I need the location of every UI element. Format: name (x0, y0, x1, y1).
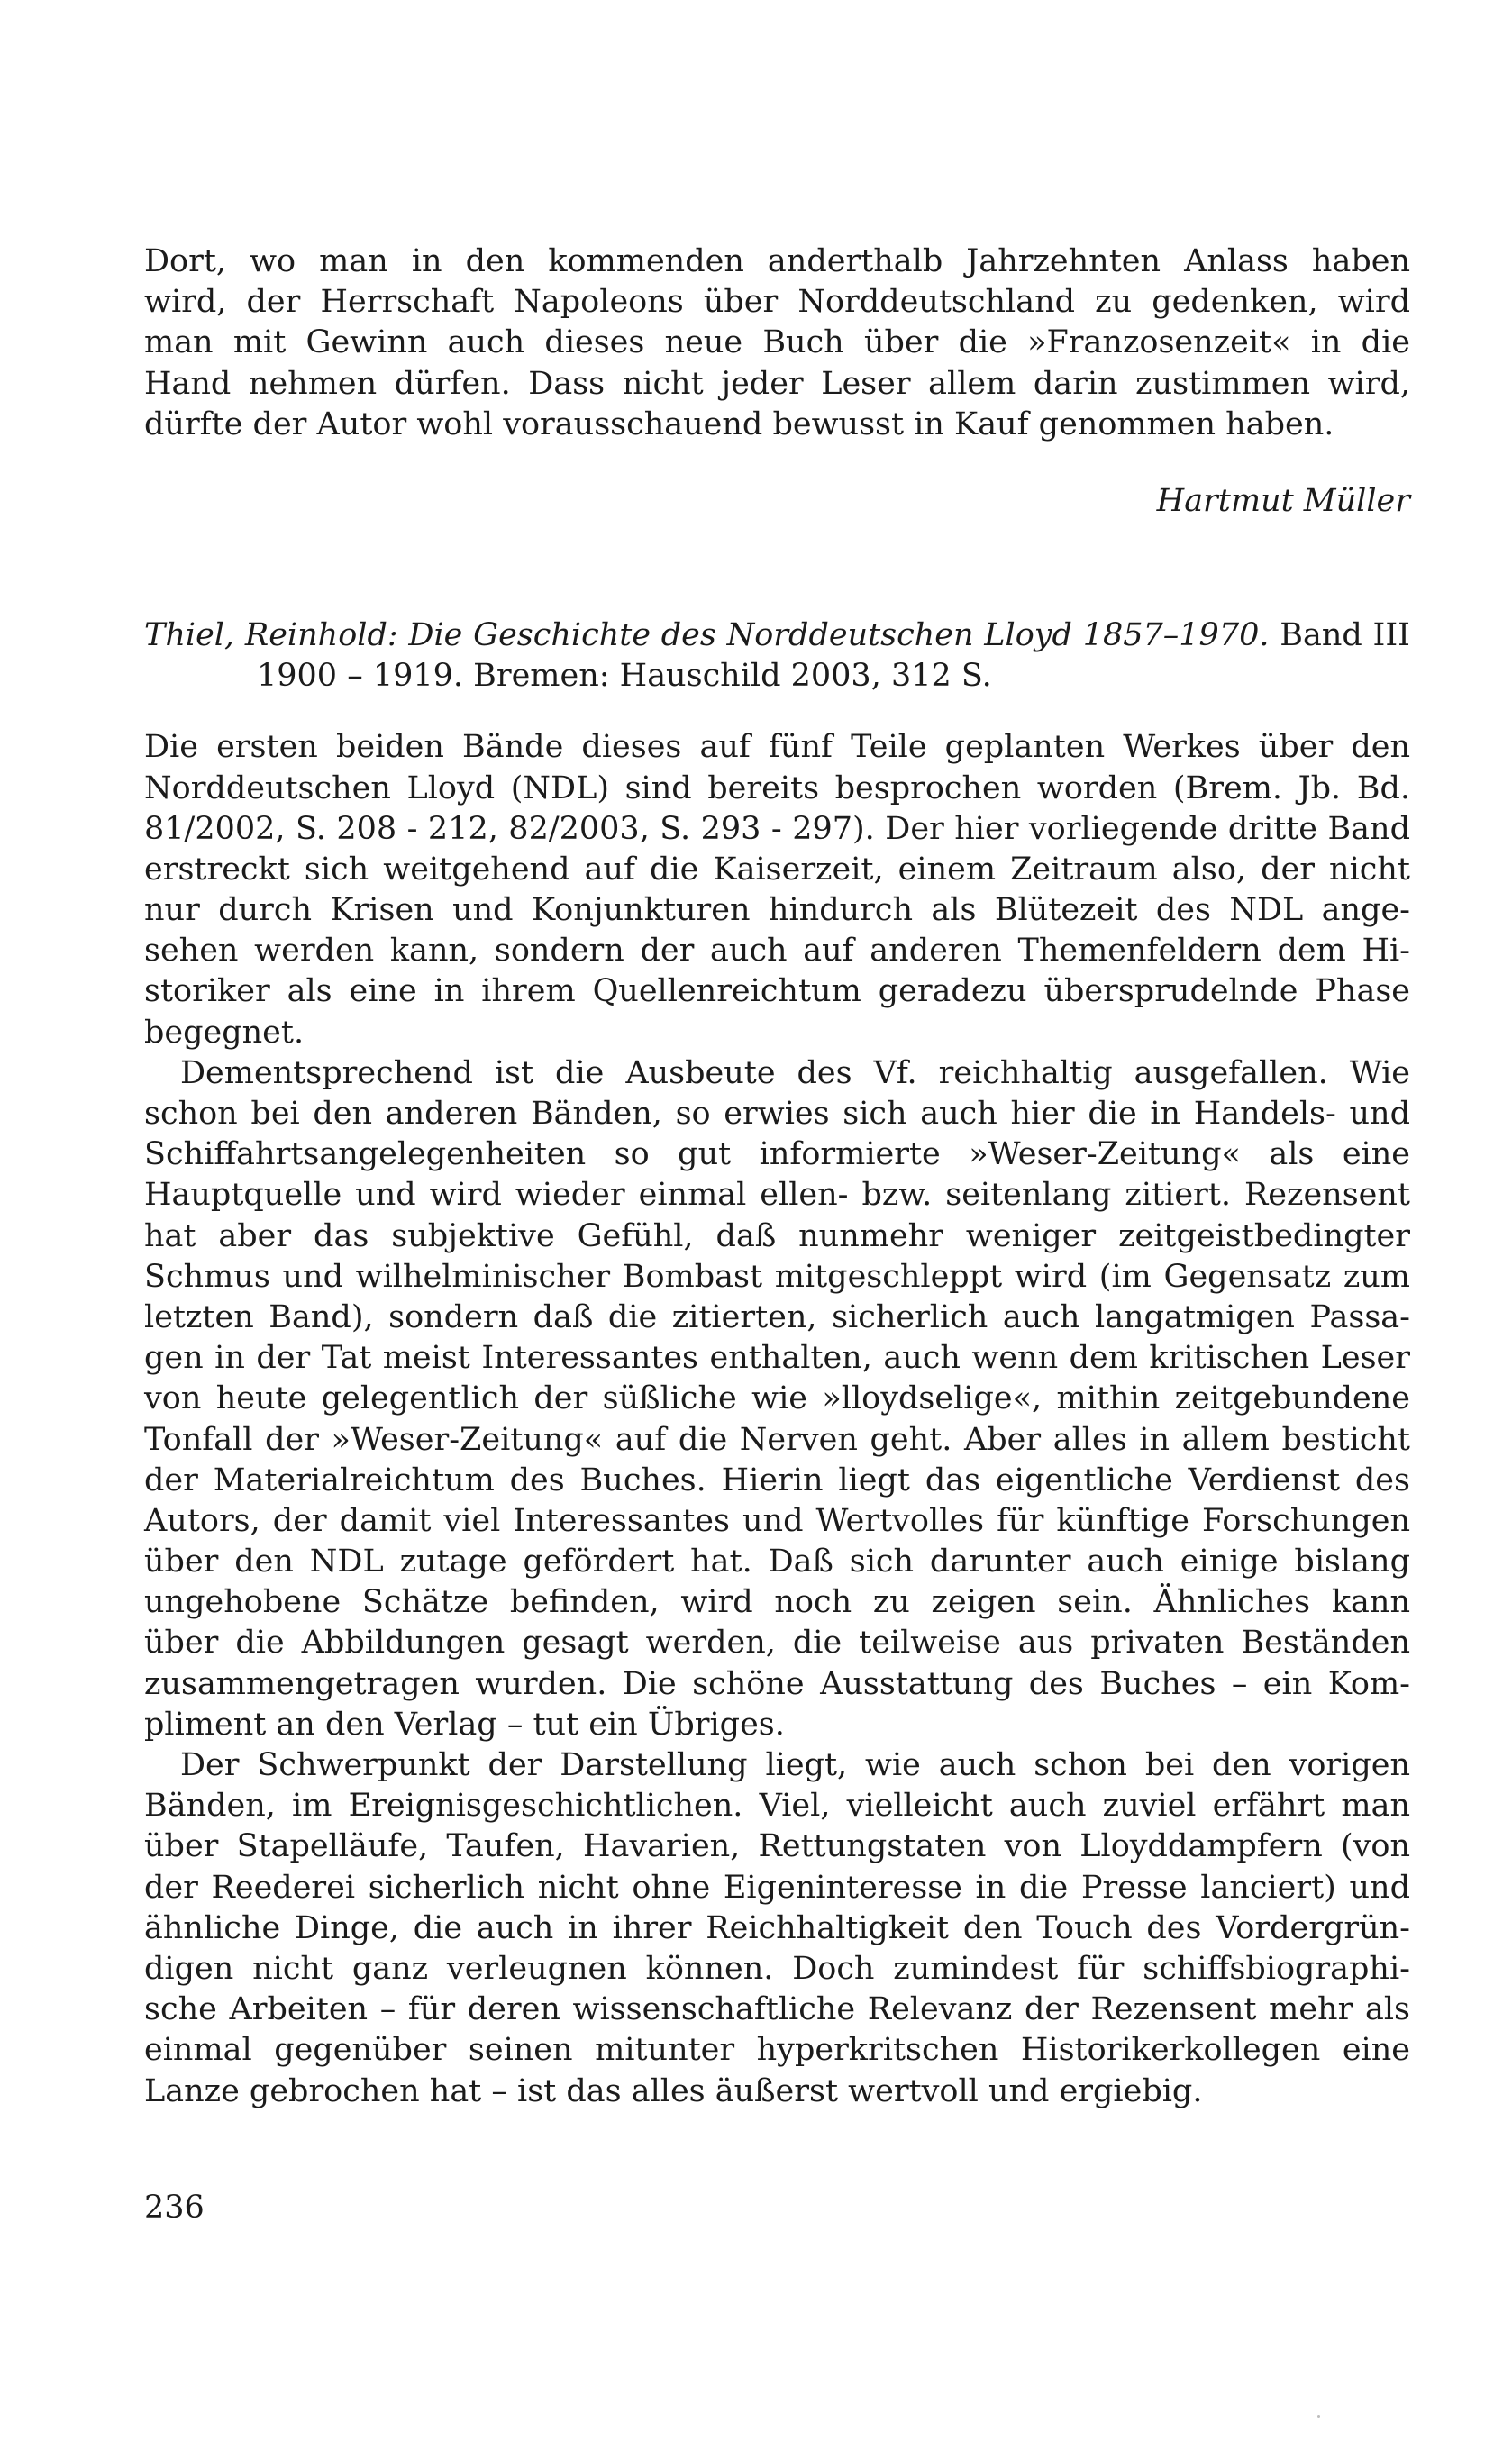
text-line: einmal gegenüber seinen mitunter hyperkritschen Historikerkollegen eine (144, 2032, 1410, 2069)
text-line: gen in der Tat meist Interessantes enthalten, auch wenn dem kritischen Leser (144, 1340, 1410, 1377)
text-line: Die ersten beiden Bände dieses auf fünf Teile geplanten Werkes über den (144, 729, 1410, 766)
text-line: 81/2002, S. 208 - 212, 82/2003, S. 293 - 297). Der hier vorliegende dritte Band (144, 810, 1410, 847)
citation-title: Thiel, Reinhold: Die Geschichte des Norddeutschen Lloyd 1857–1970. (144, 616, 1270, 653)
text-line: sehen werden kann, sondern der auch auf anderen Themenfeldern dem Hi- (144, 933, 1410, 970)
text-line: hat aber das subjektive Gefühl, daß nunmehr weniger zeitgeistbedingter (144, 1217, 1410, 1254)
book-citation (144, 615, 1410, 697)
text-line: pliment an den Verlag – tut ein Übriges. (144, 1706, 785, 1743)
text-line: Hand nehmen dürfen. Dass nicht jeder Leser allem darin zustimmen wird, (144, 365, 1410, 402)
citation-line-1 (144, 615, 1410, 656)
text-line: über Stapelläufe, Taufen, Havarien, Rettungstaten von Lloyddampfern (von (144, 1828, 1410, 1865)
text-line: schon bei den anderen Bänden, so erwies sich auch hier die in Handels- und (144, 1096, 1410, 1132)
previous-review-ending (144, 241, 1410, 445)
text-line: über den NDL zutage gefördert hat. Daß sich darunter auch einige bislang (144, 1544, 1410, 1580)
text-line: storiker als eine in ihrem Quellenreichtum geradezu übersprudelnde Phase (144, 973, 1410, 1010)
review-paragraph-3 (144, 1745, 1410, 2112)
text-line: Dort, wo man in den kommenden anderthalb Jahrzehnten Anlass haben (144, 243, 1410, 279)
text-line: sche Arbeiten – für deren wissenschaftliche Relevanz der Rezensent mehr als (144, 1991, 1410, 2028)
text-line: Schiffahrtsangelegenheiten so gut informierte »Weser-Zeitung« als eine (144, 1136, 1410, 1173)
text-line: von heute gelegentlich der süßliche wie »lloydselige«, mithin zeitgebundene (144, 1380, 1410, 1417)
page-number: 236 (144, 2190, 205, 2226)
text-line: der Reederei sicherlich nicht ohne Eigeninteresse in die Presse lanciert) und (144, 1869, 1410, 1906)
review-paragraph-1 (144, 727, 1410, 1053)
text-line: der Materialreichtum des Buches. Hierin liegt das eigentliche Verdienst des (144, 1462, 1410, 1498)
text-line: Autors, der damit viel Interessantes und Wertvolles für künftige Forschungen (144, 1502, 1410, 1539)
text-line: erstreckt sich weitgehend auf die Kaiserzeit, einem Zeitraum also, der nicht (144, 851, 1410, 888)
text-line: letzten Band), sondern daß die zitierten, sicherlich auch langatmigen Passa- (144, 1298, 1410, 1335)
text-line: begegnet. (144, 1014, 305, 1051)
scan-speck (1317, 2415, 1320, 2418)
review-text (144, 727, 1410, 2111)
text-line: dürfte der Autor wohl vorausschauend bewusst in Kauf genommen haben. (144, 405, 1334, 442)
text-line: Tonfall der »Weser-Zeitung« auf die Nerven geht. Aber alles in allem besticht (144, 1421, 1410, 1458)
text-line: digen nicht ganz verleugnen können. Doch zumindest für schiffsbiographi- (144, 1950, 1410, 1987)
text-line: wird, der Herrschaft Napoleons über Norddeutschland zu gedenken, wird (144, 284, 1410, 321)
reviewer-signature: Hartmut Müller (1156, 482, 1410, 519)
text-line: ungehobene Schätze befinden, wird noch zu zeigen sein. Ähnliches kann (144, 1584, 1410, 1621)
text-line: Dementsprechend ist die Ausbeute des Vf. reichhaltig ausgefallen. Wie (180, 1054, 1410, 1091)
citation-volume: Band III (1269, 616, 1410, 653)
text-line: Lanze gebrochen hat – ist das alles äußerst wertvoll und ergiebig. (144, 2072, 1203, 2109)
text-line: man mit Gewinn auch dieses neue Buch über die »Franzosenzeit« in die (144, 324, 1410, 361)
page-body (144, 241, 1410, 2112)
text-line: Norddeutschen Lloyd (NDL) sind bereits besprochen worden (Brem. Jb. Bd. (144, 770, 1410, 806)
citation-line-2: 1900 – 1919. Bremen: Hauschild 2003, 312 S. (257, 658, 992, 695)
text-line: Bänden, im Ereignisgeschichtlichen. Viel, vielleicht auch zuviel erfährt man (144, 1788, 1410, 1825)
review-paragraph-2 (144, 1053, 1410, 1745)
text-line: zusammengetragen wurden. Die schöne Ausstattung des Buches – ein Kom- (144, 1665, 1410, 1702)
text-line: ähnliche Dinge, die auch in ihrer Reichhaltigkeit den Touch des Vordergrün- (144, 1909, 1410, 1946)
text-line: nur durch Krisen und Konjunkturen hindurch als Blütezeit des NDL ange- (144, 892, 1410, 929)
text-line: über die Abbildungen gesagt werden, die teilweise aus privaten Beständen (144, 1625, 1410, 1662)
text-line: Schmus und wilhelminischer Bombast mitgeschleppt wird (im Gegensatz zum (144, 1258, 1410, 1295)
text-line: Hauptquelle und wird wieder einmal ellen- bzw. seitenlang zitiert. Rezensent (144, 1177, 1410, 1214)
text-line: Der Schwerpunkt der Darstellung liegt, wie auch schon bei den vorigen (180, 1747, 1410, 1783)
